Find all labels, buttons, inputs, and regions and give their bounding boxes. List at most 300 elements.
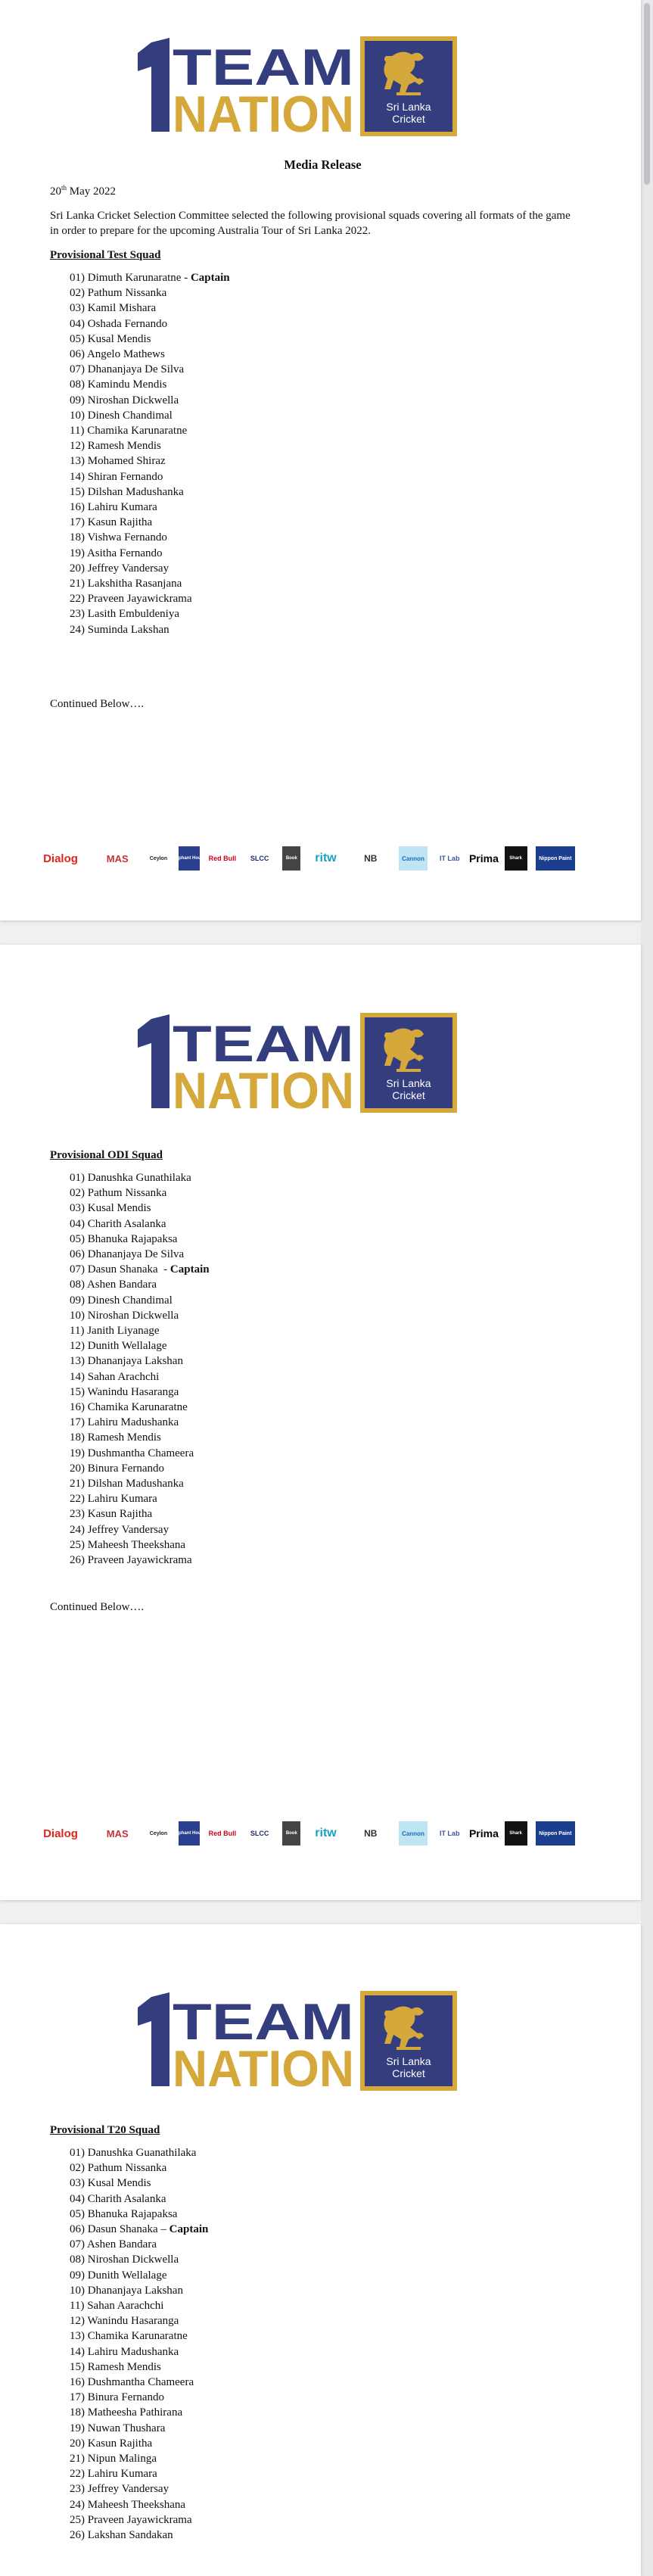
player-list-item — [70, 2207, 595, 2222]
player-name: Bhanuka Rajapaksa — [87, 1232, 178, 1245]
player-number: 20) — [70, 2437, 85, 2450]
player-name: Ramesh Mendis — [87, 1431, 161, 1444]
player-name: Dhananjaya De Silva — [87, 1248, 185, 1261]
player-number: 05) — [70, 1232, 85, 1245]
player-number: 17) — [70, 516, 85, 529]
player-number: 05) — [70, 332, 85, 345]
captain-label: Captain — [169, 1263, 210, 1276]
player-number: 23) — [70, 1508, 85, 1521]
player-list-item — [70, 1323, 595, 1338]
player-name: Dilshan Madushanka — [87, 485, 184, 498]
player-list-item — [70, 2252, 595, 2267]
team-nation-logo — [136, 36, 457, 143]
sponsor-logo-cannon: Cannon — [399, 1821, 428, 1846]
player-name: Jeffrey Vandersay — [87, 1523, 169, 1536]
player-name: Dhananjaya Lakshan — [87, 2284, 183, 2297]
player-name: Lahiru Kumara — [87, 2468, 157, 2481]
t20-squad-heading: Provisional T20 Squad — [50, 2124, 160, 2136]
player-number: 26) — [70, 1554, 85, 1567]
player-number: 17) — [70, 1416, 85, 1429]
player-number: 09) — [70, 394, 85, 406]
player-list-item — [70, 423, 595, 438]
player-list-item — [70, 347, 595, 362]
player-list-item — [70, 408, 595, 423]
logo-numeral-one — [138, 1014, 169, 1108]
player-name: Dilshan Madushanka — [87, 1478, 184, 1490]
test-squad-list — [50, 270, 595, 637]
player-name: Charith Asalanka — [87, 2192, 166, 2205]
sponsor-logo-elephant-house: Elephant House — [179, 846, 200, 871]
player-list-item — [70, 2344, 595, 2360]
odi-squad-heading: Provisional ODI Squad — [50, 1149, 163, 1161]
player-number: 04) — [70, 2192, 85, 2205]
player-list-item — [70, 438, 595, 453]
player-list-item — [70, 1277, 595, 1292]
sponsor-logo-mas: MAS — [106, 852, 129, 864]
player-list-item — [70, 1338, 595, 1353]
player-list-item — [70, 1170, 595, 1185]
sponsor-logo-prima: Prima — [468, 852, 499, 864]
player-name: Kasun Rajitha — [87, 516, 153, 529]
player-number: 13) — [70, 455, 85, 468]
player-name: Pathum Nissanka — [87, 1187, 167, 1200]
player-number: 15) — [70, 1385, 85, 1398]
sponsor-logo-dialog: Dialog — [43, 852, 78, 865]
player-list-item — [70, 2451, 595, 2466]
player-name: Dhananjaya Lakshan — [87, 1355, 183, 1368]
captain-label: Captain — [169, 2223, 209, 2236]
player-name: Binura Fernando — [87, 1462, 164, 1475]
player-list-item — [70, 2176, 595, 2191]
player-number: 14) — [70, 1370, 85, 1383]
player-list-item — [70, 2497, 595, 2512]
player-name: Mohamed Shiraz — [87, 455, 166, 468]
sponsor-logo-cannon: Cannon — [399, 846, 428, 871]
player-name: Pathum Nissanka — [87, 287, 167, 300]
player-list-item — [70, 301, 595, 316]
player-name: Kasun Rajitha — [87, 1508, 153, 1521]
player-list-item — [70, 2405, 595, 2420]
player-number: 14) — [70, 470, 85, 483]
player-name: Pathum Nissanka — [87, 2162, 167, 2175]
player-number: 18) — [70, 2406, 85, 2419]
player-list-item — [70, 2237, 595, 2252]
player-name: Matheesha Pathirana — [87, 2406, 183, 2419]
player-name: Dushmantha Chameera — [87, 1447, 194, 1459]
player-name: Lahiru Madushanka — [87, 1416, 179, 1429]
logo-team-word: TEAM — [173, 39, 354, 96]
player-name: Ramesh Mendis — [87, 2360, 161, 2373]
player-name: Kusal Mendis — [87, 332, 151, 345]
player-list-item — [70, 1446, 595, 1461]
player-number: 08) — [70, 2254, 85, 2266]
role-separator: - — [157, 1263, 170, 1276]
player-name: Kusal Mendis — [87, 2177, 151, 2190]
page-1-content — [50, 157, 595, 712]
player-name: Jeffrey Vandersay — [87, 562, 169, 575]
player-name: Dinesh Chandimal — [87, 1294, 173, 1307]
player-number: 21) — [70, 2453, 85, 2465]
player-number: 24) — [70, 1523, 85, 1536]
player-name: Praveen Jayawickrama — [87, 593, 192, 606]
player-number: 06) — [70, 2223, 85, 2236]
player-number: 12) — [70, 2315, 85, 2328]
sponsor-logo-slcc: SLCC — [250, 855, 269, 862]
player-number: 02) — [70, 1187, 85, 1200]
player-number: 19) — [70, 1447, 85, 1459]
scrollbar-thumb[interactable] — [644, 3, 650, 185]
player-number: 09) — [70, 1294, 85, 1307]
player-number: 10) — [70, 1309, 85, 1322]
player-number: 02) — [70, 287, 85, 300]
player-name: Janith Liyanage — [87, 1325, 160, 1338]
player-list-item — [70, 316, 595, 332]
player-name: Vishwa Fernando — [87, 531, 167, 544]
sponsor-logo-elephant-house: Elephant House — [179, 1821, 200, 1846]
player-number: 07) — [70, 363, 85, 376]
player-list-item — [70, 2191, 595, 2207]
player-name: Lahiru Kumara — [87, 501, 157, 514]
player-list-item — [70, 591, 595, 606]
player-name: Nipun Malinga — [87, 2453, 157, 2465]
player-number: 22) — [70, 2468, 85, 2481]
player-list-item — [70, 2328, 595, 2344]
sponsor-logo-nb: NB — [364, 1828, 378, 1839]
player-number: 21) — [70, 578, 85, 590]
player-number: 19) — [70, 2422, 85, 2434]
player-number: 13) — [70, 2330, 85, 2343]
player-list-item — [70, 270, 595, 285]
player-list-item — [70, 576, 595, 591]
player-number: 06) — [70, 348, 85, 361]
player-number: 23) — [70, 608, 85, 621]
player-name: Praveen Jayawickrama — [87, 2513, 192, 2526]
svg-text:Sri Lanka: Sri Lanka — [386, 2055, 431, 2067]
player-number: 19) — [70, 547, 85, 559]
player-list-item — [70, 1185, 595, 1201]
odi-squad-list — [50, 1170, 595, 1568]
player-number: 25) — [70, 1538, 85, 1551]
player-number: 25) — [70, 2513, 85, 2526]
player-name: Suminda Lakshan — [87, 623, 169, 636]
player-name: Dushmantha Chameera — [87, 2376, 194, 2389]
player-name: Jeffrey Vandersay — [87, 2483, 169, 2496]
player-name: Wanindu Hasaranga — [87, 1385, 179, 1398]
player-name: Maheesh Theekshana — [87, 2498, 186, 2511]
player-list-item — [70, 1506, 595, 1522]
player-number: 16) — [70, 2376, 85, 2389]
logo-numeral-one — [138, 38, 169, 132]
player-list-item — [70, 2421, 595, 2436]
player-list-item — [70, 1369, 595, 1385]
player-number: 24) — [70, 623, 85, 636]
player-list-item — [70, 1232, 595, 1247]
player-name: Dunith Wellalage — [87, 2269, 167, 2282]
player-list-item — [70, 2268, 595, 2283]
player-list-item — [70, 2313, 595, 2328]
player-number: 17) — [70, 2391, 85, 2404]
player-name: Dunith Wellalage — [87, 1340, 167, 1353]
player-list-item — [70, 515, 595, 530]
player-number: 10) — [70, 409, 85, 422]
player-list-item — [70, 1262, 595, 1277]
media-release-title: Media Release — [284, 157, 362, 172]
player-name: Sahan Arachchi — [87, 1370, 160, 1383]
team-nation-logo — [136, 1013, 457, 1120]
sponsor-logo-ritw: ritw — [315, 1827, 337, 1839]
player-number: 18) — [70, 1431, 85, 1444]
sponsor-logo-book: Book — [282, 1821, 300, 1846]
player-name: Ramesh Mendis — [87, 440, 161, 453]
player-number: 01) — [70, 2147, 85, 2159]
player-name: Bhanuka Rajapaksa — [87, 2207, 178, 2220]
logo-nation-word: NATION — [173, 86, 354, 143]
player-name: Dinesh Chandimal — [87, 409, 173, 422]
player-list-item — [70, 561, 595, 576]
player-list-item — [70, 606, 595, 621]
player-number: 15) — [70, 485, 85, 498]
sponsor-logo-it-lab: IT Lab — [439, 855, 460, 862]
player-name: Shiran Fernando — [87, 470, 163, 483]
player-number: 23) — [70, 2483, 85, 2496]
role-separator: – — [157, 2223, 169, 2236]
captain-label: Captain — [190, 272, 230, 284]
document-page-1 — [0, 0, 641, 920]
player-number: 02) — [70, 2162, 85, 2175]
player-name: Asitha Fernando — [86, 547, 163, 559]
player-name: Kamil Mishara — [87, 302, 157, 315]
player-number: 01) — [70, 1172, 85, 1184]
player-name: Kasun Rajitha — [87, 2437, 153, 2450]
role-separator: - — [181, 272, 191, 284]
player-name: Danushka Guanathilaka — [87, 2147, 197, 2159]
page-2-content — [50, 1148, 595, 1615]
sponsor-logo-ceylon: Ceylon — [149, 855, 168, 861]
player-name: Kusal Mendis — [87, 1202, 151, 1215]
player-number: 26) — [70, 2529, 85, 2542]
player-number: 06) — [70, 1248, 85, 1261]
player-name: Charith Asalanka — [87, 1217, 166, 1230]
player-list-item — [70, 1522, 595, 1537]
player-list-item — [70, 2145, 595, 2160]
player-name: Lakshitha Rasanjana — [87, 578, 182, 590]
player-list-item — [70, 1385, 595, 1400]
player-number: 14) — [70, 2345, 85, 2358]
player-list-item — [70, 1476, 595, 1491]
player-list-item — [70, 362, 595, 377]
player-number: 09) — [70, 2269, 85, 2282]
player-list-item — [70, 2481, 595, 2497]
continued-label: Continued Below…. — [50, 697, 145, 710]
player-list-item — [70, 484, 595, 500]
sponsor-logo-nippon-paint: Nippon Paint — [536, 846, 575, 871]
player-name: Chamika Karunaratne — [87, 425, 188, 438]
release-intro: Sri Lanka Cricket Selection Committee selected the following provisional squads covering all formats of the game in order to prepare for the upcoming Australia Tour of Sri Lanka 2022. — [50, 210, 571, 237]
logo-team-word: TEAM — [173, 1015, 354, 1073]
logo-nation-word: NATION — [173, 2040, 354, 2098]
sponsor-logo-prima: Prima — [468, 1827, 499, 1839]
player-number: 03) — [70, 1202, 85, 1215]
player-number: 04) — [70, 1217, 85, 1230]
player-name: Praveen Jayawickrama — [87, 1554, 192, 1567]
player-list-item — [70, 393, 595, 408]
vertical-scrollbar[interactable] — [641, 0, 653, 2576]
player-list-item — [70, 469, 595, 484]
player-number: 13) — [70, 1355, 85, 1368]
page-3-content — [50, 2123, 595, 2543]
player-name: Lahiru Kumara — [87, 1493, 157, 1506]
player-name: Lakshan Sandakan — [87, 2529, 173, 2542]
player-name: Niroshan Dickwella — [87, 1309, 179, 1322]
player-list-item — [70, 332, 595, 347]
team-nation-logo — [136, 1991, 457, 2098]
player-name: Wanindu Hasaranga — [87, 2315, 179, 2328]
player-list-item — [70, 1430, 595, 1445]
player-number: 15) — [70, 2360, 85, 2373]
player-list-item — [70, 377, 595, 392]
sponsor-logo-shark: Shark — [505, 1821, 527, 1846]
player-list-item — [70, 1491, 595, 1506]
player-list-item — [70, 2283, 595, 2298]
player-list-item — [70, 500, 595, 515]
release-date: 20th May 2022 — [50, 184, 117, 198]
player-list-item — [70, 2298, 595, 2313]
player-name: Maheesh Theekshana — [87, 1538, 186, 1551]
sponsor-logo-ritw: ritw — [315, 852, 337, 864]
player-name: Chamika Karunaratne — [87, 1401, 188, 1414]
player-name: Ashen Bandara — [86, 2238, 157, 2251]
player-number: 07) — [70, 1263, 85, 1276]
sponsor-strip — [33, 1819, 575, 1848]
player-number: 11) — [70, 1325, 85, 1338]
player-name: Binura Fernando — [87, 2391, 164, 2404]
svg-text:Sri Lanka: Sri Lanka — [386, 101, 431, 113]
player-name: Nuwan Thushara — [87, 2422, 166, 2434]
test-squad-heading: Provisional Test Squad — [50, 249, 161, 261]
player-name: Chamika Karunaratne — [87, 2330, 188, 2343]
player-list-item — [70, 622, 595, 637]
player-list-item — [70, 546, 595, 561]
sponsor-logo-red-bull: Red Bull — [208, 1830, 237, 1837]
svg-text:Sri Lanka: Sri Lanka — [386, 1077, 431, 1089]
player-name: Niroshan Dickwella — [87, 394, 179, 406]
sponsor-logo-it-lab: IT Lab — [439, 1830, 460, 1837]
player-name: Lasith Embuldeniya — [87, 608, 179, 621]
player-name: Danushka Gunathilaka — [87, 1172, 191, 1184]
player-number: 11) — [70, 2300, 85, 2313]
player-list-item — [70, 2436, 595, 2451]
player-name: Oshada Fernando — [87, 317, 168, 330]
player-number: 12) — [70, 1340, 85, 1353]
player-name: Dasun Shanaka — [87, 1263, 158, 1276]
player-list-item — [70, 2466, 595, 2481]
player-number: 12) — [70, 440, 85, 453]
player-name: Kamindu Mendis — [87, 378, 167, 391]
player-number: 18) — [70, 531, 85, 544]
player-list-item — [70, 1308, 595, 1323]
player-number: 01) — [70, 272, 85, 284]
svg-text:Cricket: Cricket — [392, 2067, 425, 2079]
player-list-item — [70, 1537, 595, 1553]
player-number: 03) — [70, 2177, 85, 2190]
player-number: 07) — [70, 2238, 85, 2251]
t20-squad-list — [50, 2145, 595, 2543]
player-list-item — [70, 453, 595, 469]
player-list-item — [70, 1247, 595, 1262]
logo-nation-word: NATION — [173, 1062, 354, 1120]
player-list-item — [70, 1201, 595, 1216]
sponsor-logo-nippon-paint: Nippon Paint — [536, 1821, 575, 1846]
player-name: Dasun Shanaka — [87, 2223, 158, 2236]
player-number: 20) — [70, 562, 85, 575]
sponsor-logo-dialog: Dialog — [43, 1827, 78, 1840]
player-list-item — [70, 2360, 595, 2375]
sponsor-logo-ceylon: Ceylon — [149, 1830, 168, 1836]
player-name: Dimuth Karunaratne — [87, 272, 182, 284]
player-list-item — [70, 1400, 595, 1415]
player-name: Lahiru Madushanka — [87, 2345, 179, 2358]
sponsor-logo-book: Book — [282, 846, 300, 871]
player-number: 11) — [70, 425, 85, 438]
player-number: 21) — [70, 1478, 85, 1490]
svg-text:Cricket: Cricket — [392, 1089, 425, 1101]
player-list-item — [70, 1415, 595, 1430]
player-list-item — [70, 2375, 595, 2390]
logo-numeral-one — [138, 1992, 169, 2086]
sponsor-strip — [33, 844, 575, 873]
document-page-3 — [0, 1924, 641, 2576]
sponsor-logo-red-bull: Red Bull — [208, 855, 237, 862]
player-number: 16) — [70, 501, 85, 514]
player-number: 03) — [70, 302, 85, 315]
player-number: 05) — [70, 2207, 85, 2220]
player-number: 08) — [70, 378, 85, 391]
player-number: 04) — [70, 317, 85, 330]
player-number: 22) — [70, 593, 85, 606]
player-number: 16) — [70, 1401, 85, 1414]
player-list-item — [70, 530, 595, 545]
svg-text:Cricket: Cricket — [392, 113, 425, 125]
player-list-item — [70, 2512, 595, 2528]
player-name: Dhananjaya De Silva — [87, 363, 185, 376]
sponsor-logo-mas: MAS — [106, 1827, 129, 1839]
player-name: Ashen Bandara — [86, 1279, 157, 1291]
player-number: 24) — [70, 2498, 85, 2511]
player-number: 08) — [70, 1279, 85, 1291]
player-name: Angelo Mathews — [86, 348, 165, 361]
continued-label: Continued Below…. — [50, 1601, 145, 1614]
player-list-item — [70, 1216, 595, 1232]
player-list-item — [70, 2160, 595, 2176]
sponsor-logo-slcc: SLCC — [250, 1830, 269, 1837]
player-list-item — [70, 2222, 595, 2237]
player-list-item — [70, 1353, 595, 1369]
player-list-item — [70, 285, 595, 301]
player-list-item — [70, 2390, 595, 2405]
player-name: Niroshan Dickwella — [87, 2254, 179, 2266]
player-number: 22) — [70, 1493, 85, 1506]
document-page-2 — [0, 945, 641, 1900]
player-number: 20) — [70, 1462, 85, 1475]
player-number: 10) — [70, 2284, 85, 2297]
player-list-item — [70, 2528, 595, 2543]
logo-team-word: TEAM — [173, 1993, 354, 2051]
sponsor-logo-nb: NB — [364, 853, 378, 864]
player-list-item — [70, 1553, 595, 1568]
player-list-item — [70, 1293, 595, 1308]
sponsor-logo-shark: Shark — [505, 846, 527, 871]
player-name: Sahan Aarachchi — [87, 2300, 164, 2313]
